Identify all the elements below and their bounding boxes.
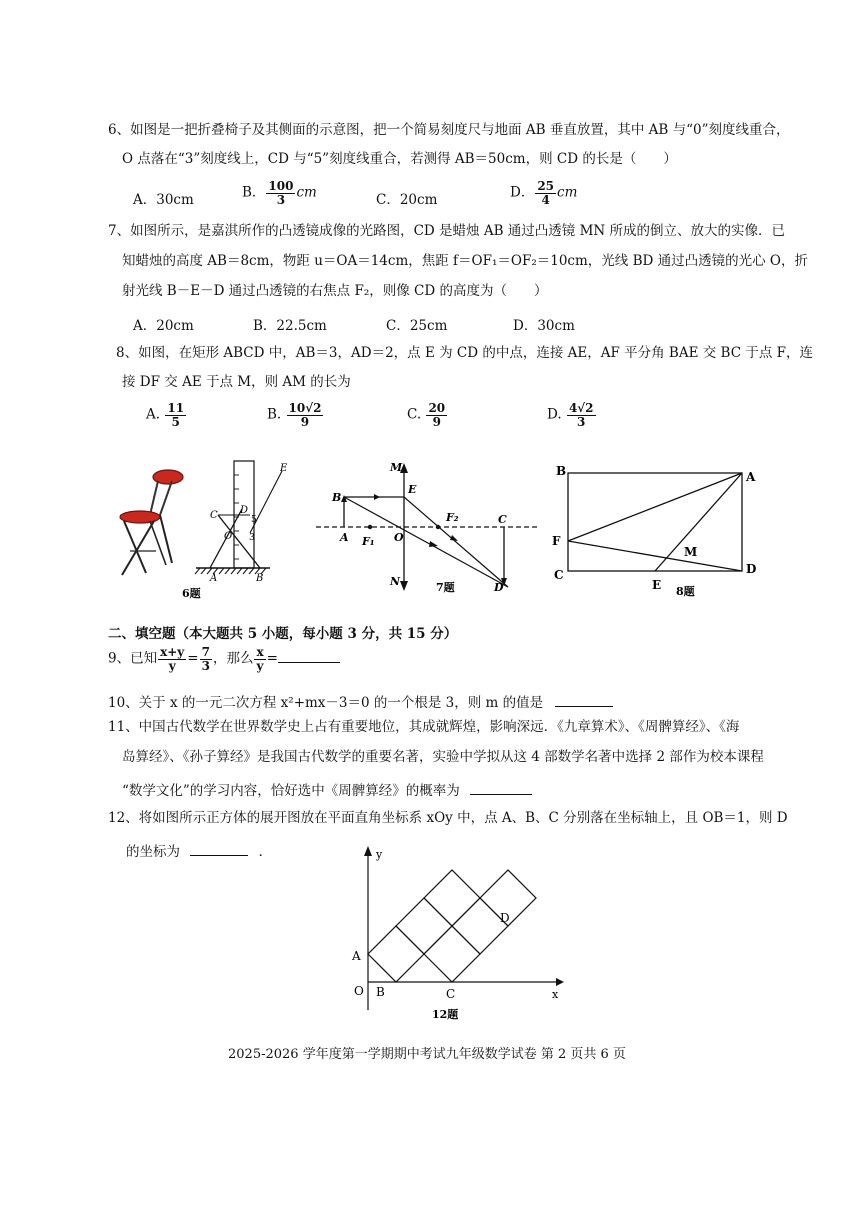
fig12-label-b: B <box>376 985 385 999</box>
denominator: 3 <box>577 414 586 429</box>
q10-answer-blank[interactable] <box>555 706 613 707</box>
q8-option-b-label: B. <box>267 406 282 423</box>
numerator: 11 <box>167 401 185 415</box>
q6-option-d-label: D． <box>510 184 535 201</box>
denominator: 4 <box>541 192 550 207</box>
fig8-label-f: F <box>552 534 561 548</box>
fig12-label-x: x <box>552 988 559 1001</box>
segment-df <box>568 541 742 571</box>
q6-line1: 6、如图是一把折叠椅子及其侧面的示意图，把一个简易刻度尺与地面 AB 垂直放置，其中 AB 与“0”刻度线重合， <box>108 122 790 138</box>
denominator: 3 <box>276 192 286 207</box>
q8-option-c-fraction <box>426 402 447 428</box>
q9-fraction-3 <box>254 646 265 672</box>
q11-line2: 岛算经》、《孙子算经》是我国古代数学的重要名著，实验中学拟从这 4 部数学名著中选择 2 部作为校本课程 <box>122 749 764 765</box>
q8-option-a-label: A. <box>146 406 161 423</box>
q6-line2: O 点落在“3”刻度线上，CD 与“5”刻度线重合，若测得 AB＝50cm，则 CD 的长是（ ） <box>122 151 677 167</box>
unit: cm <box>557 184 578 201</box>
fig6-caption: 6题 <box>182 587 201 600</box>
fig6-label-o: O <box>224 531 233 542</box>
figure-7 <box>312 455 542 605</box>
q6-option-d <box>510 180 577 206</box>
q8-line2: 接 DF 交 AE 于点 M，则 AM 的长为 <box>122 374 351 390</box>
q10-text: 10、关于 x 的一元二次方程 x²+mx－3＝0 的一个根是 3，则 m 的值是 <box>108 695 544 711</box>
segment-af <box>568 473 742 541</box>
q9-fraction-2 <box>200 646 212 672</box>
denominator: 9 <box>432 414 441 429</box>
q7-option-a: A．20cm <box>133 318 194 334</box>
section-2-title: 二、填空题（本大题共 5 小题，每小题 3 分，共 15 分） <box>108 626 458 642</box>
q8-option-a <box>146 402 187 428</box>
q9-fraction-1 <box>158 646 186 672</box>
q12-line2-suffix: ． <box>258 844 273 860</box>
fig8-label-d: D <box>746 562 757 576</box>
q8-option-b-fraction <box>287 402 324 428</box>
q8-option-c <box>407 402 448 428</box>
figure-12 <box>340 842 580 1022</box>
fig8-label-a: A <box>746 470 756 484</box>
q8-option-b <box>267 402 324 428</box>
q11-line1: 11、中国古代数学在世界数学史上占有重要地位，其成就辉煌，影响深远．《九章算术》、《周髀算经》、《海 <box>108 719 740 735</box>
numerator: 20 <box>428 401 446 415</box>
fig12-label-o: O <box>354 984 364 998</box>
segment-ae <box>655 473 742 571</box>
figure-8 <box>548 455 768 603</box>
fig8-label-c: C <box>554 568 564 582</box>
fig6-label-d: D <box>240 505 249 516</box>
q12-answer-blank[interactable] <box>190 855 248 856</box>
q7-option-b: B．22.5cm <box>253 318 327 334</box>
chair-icon <box>120 470 183 575</box>
q8-option-c-label: C. <box>407 406 422 423</box>
page-footer: 2025-2026 学年度第一学期期中考试九年级数学试卷 第 2 页共 6 页 <box>228 1047 626 1062</box>
q7-option-d: D．30cm <box>513 318 575 334</box>
q8-option-d <box>547 402 597 428</box>
fig6-label-a: A <box>210 573 218 584</box>
fig7-label-f1: F₁ <box>362 535 375 548</box>
q6-option-d-fraction <box>535 180 556 206</box>
q9-mid: ，那么 <box>212 650 254 667</box>
fig12-label-a: A <box>352 949 361 963</box>
q6-option-b <box>242 180 317 206</box>
cube-net <box>368 870 536 982</box>
q12-line1: 12、将如图所示正方体的展开图放在平面直角坐标系 xOy 中，点 A、B、C 分别落在坐标轴上，且 OB＝1，则 D <box>108 810 788 826</box>
numerator: x+y <box>160 645 185 659</box>
fig6-label-e: E <box>280 463 288 474</box>
q9-prefix: 9、已知 <box>108 650 158 667</box>
numerator: x <box>256 645 264 659</box>
fig6-label-b: B <box>256 573 264 584</box>
numerator: 25 <box>537 179 555 193</box>
q6-option-b-label: B． <box>242 184 266 201</box>
fig7-label-d: D <box>494 581 504 594</box>
q7-option-c: C．25cm <box>386 318 448 334</box>
fig7-caption: 7题 <box>436 581 455 594</box>
fig6-label-5: 5 <box>251 515 257 525</box>
q11-line3 <box>122 779 532 799</box>
q6-option-a: A．30cm <box>133 192 194 208</box>
fig7-label-e: E <box>408 483 417 496</box>
fig6-label-3: 3 <box>249 533 255 543</box>
q8-option-d-label: D. <box>547 406 562 423</box>
fig12-label-d: D <box>500 911 510 925</box>
numerator: 10√2 <box>288 401 322 415</box>
fig12-caption: 12题 <box>432 1008 459 1021</box>
fig7-label-b: B <box>332 491 342 504</box>
fig8-label-e: E <box>652 578 662 592</box>
numerator: 7 <box>201 645 210 659</box>
q7-line1: 7、如图所示，是嘉淇所作的凸透镜成像的光路图，CD 是蜡烛 AB 通过凸透镜 MN 所成的倒立、放大的实像．已 <box>108 223 786 239</box>
fig12-label-y: y <box>376 848 383 861</box>
fig7-label-f2: F₂ <box>446 511 459 524</box>
q7-line3: 射光线 B－E－D 通过凸透镜的右焦点 F₂，则像 CD 的高度为（ ） <box>122 283 548 299</box>
q9-line <box>108 646 340 672</box>
q8-line1: 8、如图，在矩形 ABCD 中，AB＝3，AD＝2，点 E 为 CD 的中点，连接 AE，AF 平分角 BAE 交 BC 于点 F，连 <box>116 345 813 361</box>
denominator: y <box>168 658 176 673</box>
q10-line <box>108 691 613 711</box>
q6-option-b-fraction <box>266 180 295 206</box>
figure-6 <box>110 455 290 605</box>
denominator: 3 <box>201 658 210 673</box>
q11-answer-blank[interactable] <box>470 794 532 795</box>
fig12-label-c: C <box>446 987 456 1001</box>
q9-answer-blank[interactable] <box>278 662 340 663</box>
unit: cm <box>296 184 317 201</box>
fig8-caption: 8题 <box>676 585 695 598</box>
numerator: 4√2 <box>568 401 594 415</box>
q12-line2-prefix: 的坐标为 <box>126 844 180 860</box>
q6-option-c: C．20cm <box>376 192 438 208</box>
q11-line3-text: “数学文化”的学习内容，恰好选中《周髀算经》的概率为 <box>122 783 460 799</box>
q12-line2 <box>126 840 272 860</box>
q7-line2: 知蜡烛的高度 AB＝8cm，物距 u＝OA＝14cm，焦距 f＝OF₁＝OF₂＝10cm，光线 BD 通过凸透镜的光心 O，折 <box>122 253 808 269</box>
fig7-label-m: M <box>390 461 403 474</box>
q9-equals: = <box>187 650 199 667</box>
fig6-label-c: C <box>210 510 218 521</box>
fig7-label-a: A <box>340 531 349 544</box>
numerator: 100 <box>268 179 294 193</box>
q8-option-a-fraction <box>165 402 186 428</box>
fig8-label-m: M <box>684 545 698 559</box>
q9-equals-2: = <box>266 650 278 667</box>
denominator: 5 <box>171 414 180 429</box>
fig7-label-o: O <box>394 531 404 544</box>
fig7-label-c: C <box>498 513 507 526</box>
fig7-label-n: N <box>390 575 401 588</box>
fig8-label-b: B <box>556 464 567 478</box>
denominator: y <box>256 658 264 673</box>
q8-option-d-fraction <box>567 402 596 428</box>
denominator: 9 <box>300 414 310 429</box>
